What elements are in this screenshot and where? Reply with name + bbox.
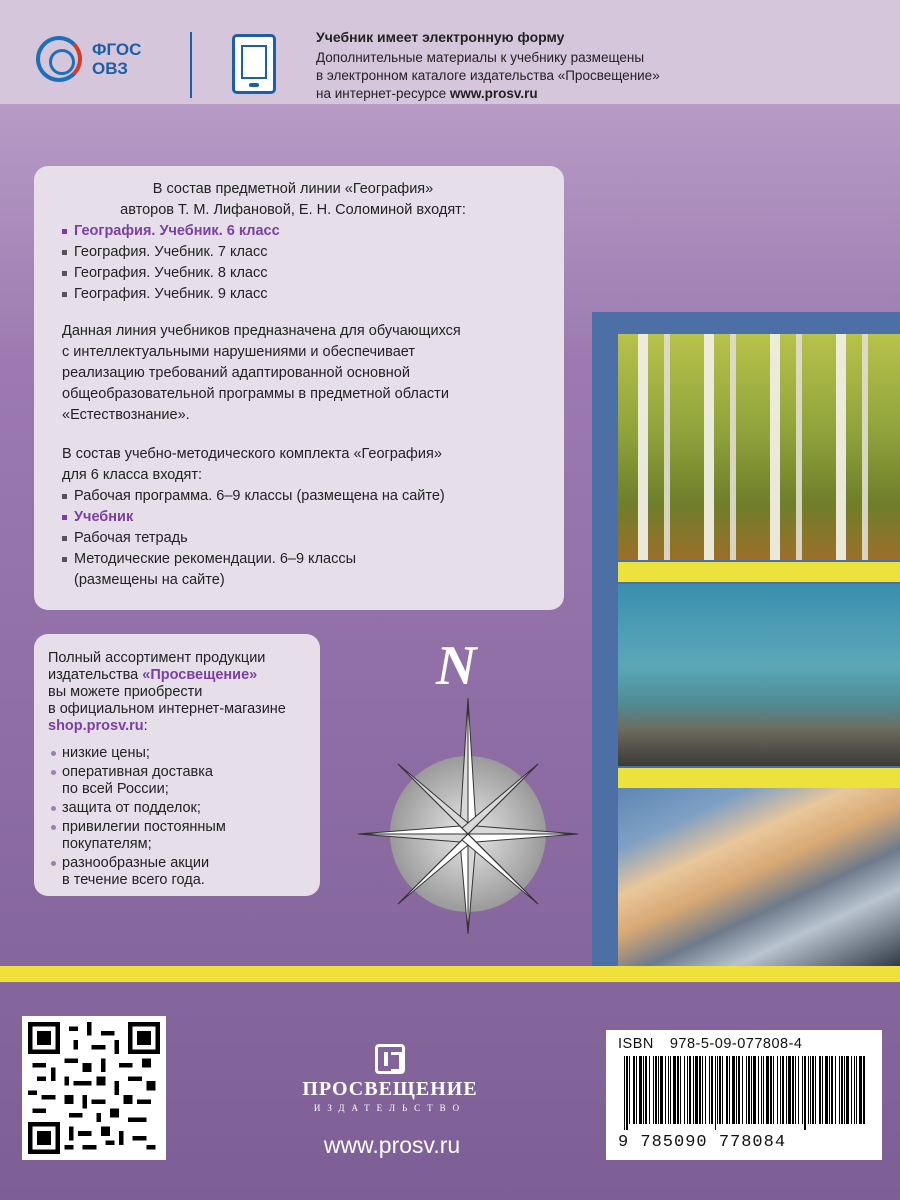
- lake-shore-photo: [618, 584, 900, 766]
- book-item-grade-8: География. Учебник. 8 класс: [62, 263, 564, 284]
- benefit-text: разнообразные акции: [62, 855, 210, 871]
- description-line: Данная линия учебников предназначена для обучающихся: [62, 323, 461, 339]
- benefit-text: привилегии постоянным: [62, 819, 226, 835]
- barcode: [618, 1056, 872, 1130]
- electronic-form-notice: [316, 28, 736, 103]
- shop-url-line: [48, 718, 320, 735]
- notice-line3: [316, 85, 736, 103]
- benefit-item: [48, 764, 320, 798]
- line-description: [62, 321, 564, 426]
- barcode-bar: [819, 1056, 821, 1124]
- isbn-line: [618, 1036, 872, 1052]
- shop-intro-text: издательства: [48, 667, 143, 683]
- barcode-bar: [839, 1056, 840, 1124]
- yellow-bottom-stripe: [0, 966, 900, 982]
- barcode-bar: [655, 1056, 657, 1124]
- barcode-bar: [810, 1056, 811, 1124]
- barcode-bar: [822, 1056, 823, 1124]
- barcode-bar: [732, 1056, 735, 1124]
- kit-item-guidelines: [62, 549, 564, 591]
- kit-item-program: Рабочая программа. 6–9 классы (размещена на сайте): [62, 486, 564, 507]
- shop-intro-line: в официальном интернет-магазине: [48, 701, 286, 717]
- barcode-bar: [795, 1056, 796, 1124]
- barcode-bar: [633, 1056, 635, 1124]
- benefit-item: [48, 855, 320, 889]
- publisher-name: «Просвещение»: [142, 667, 258, 683]
- kit-item-guidelines-cont: (размещены на сайте): [74, 572, 225, 588]
- barcode-bar: [854, 1056, 855, 1124]
- notice-line3-prefix: на интернет-ресурсе: [316, 86, 450, 101]
- barcode-bar: [788, 1056, 791, 1124]
- yellow-divider: [618, 562, 900, 582]
- tablet-icon: [232, 34, 276, 94]
- benefit-text: покупателям;: [62, 836, 152, 852]
- kit-intro-2: для 6 класса входят:: [62, 467, 203, 483]
- barcode-bar: [702, 1056, 703, 1124]
- barcode-bar: [658, 1056, 659, 1124]
- shop-intro: [48, 650, 320, 735]
- description-line: с интеллектуальными нарушениями и обеспечивает: [62, 344, 415, 360]
- barcode-bar: [665, 1056, 666, 1124]
- mountain-photo: [618, 788, 900, 966]
- barcode-bar: [649, 1056, 650, 1124]
- barcode-bar: [660, 1056, 663, 1124]
- barcode-bar: [687, 1056, 688, 1124]
- fgos-line2: ОВЗ: [92, 59, 128, 78]
- publisher-website[interactable]: www.prosv.ru: [323, 1132, 461, 1158]
- barcode-bar: [624, 1056, 625, 1130]
- barcode-bar: [748, 1056, 750, 1124]
- barcode-bar: [829, 1056, 830, 1124]
- kit-item-workbook: Рабочая тетрадь: [62, 528, 564, 549]
- publisher-logo-name: ПРОСВЕЩЕНИЕ: [302, 1078, 478, 1100]
- barcode-bar: [717, 1056, 718, 1124]
- barcode-bar: [804, 1056, 806, 1130]
- textbook-line-panel: [34, 166, 564, 610]
- kit-item-guidelines-text: Методические рекомендации. 6–9 классы: [74, 551, 357, 567]
- barcode-bar: [802, 1056, 803, 1124]
- barcode-bar: [753, 1056, 756, 1124]
- isbn-label: ISBN: [618, 1036, 654, 1052]
- description-line: «Естествознание».: [62, 407, 190, 423]
- barcode-bar: [742, 1056, 743, 1124]
- shop-intro-line: Полный ассортимент продукции: [48, 650, 266, 666]
- barcode-bar: [815, 1056, 816, 1124]
- description-line: реализацию требований адаптированной основной: [62, 365, 410, 381]
- shop-intro-line: [48, 667, 320, 684]
- compass-north-label: N: [436, 635, 477, 697]
- shop-intro-line: вы можете приобрести: [48, 684, 203, 700]
- barcode-bar: [758, 1056, 759, 1124]
- benefit-text: защита от подделок;: [62, 800, 201, 816]
- barcode-bar: [777, 1056, 778, 1124]
- barcode-bar: [693, 1056, 694, 1124]
- barcode-bar: [711, 1056, 713, 1124]
- barcode-bar: [699, 1056, 701, 1124]
- book-item-grade-6: География. Учебник. 6 класс: [62, 221, 564, 242]
- benefit-item: [48, 819, 320, 853]
- barcode-bar: [780, 1056, 781, 1124]
- prosveshchenie-emblem-icon: [375, 1044, 405, 1074]
- barcode-bar: [636, 1056, 637, 1124]
- publisher-logo-sub: ИЗДАТЕЛЬСТВО: [313, 1103, 467, 1113]
- barcode-bar: [835, 1056, 836, 1124]
- barcode-bar: [670, 1056, 671, 1124]
- barcode-bar: [751, 1056, 752, 1124]
- barcode-bar: [763, 1056, 764, 1124]
- barcode-bar: [715, 1056, 716, 1130]
- barcode-bar: [629, 1056, 630, 1124]
- line-intro: [62, 179, 564, 221]
- benefit-text: по всей России;: [62, 781, 169, 797]
- kit-intro: [62, 444, 564, 486]
- barcode-bar: [825, 1056, 828, 1124]
- barcode-bar: [856, 1056, 857, 1124]
- barcode-bar: [766, 1056, 769, 1124]
- barcode-bar: [729, 1056, 730, 1124]
- top-band: [0, 0, 900, 104]
- barcode-bar: [738, 1056, 740, 1124]
- barcode-bar: [773, 1056, 774, 1124]
- barcode-bar: [863, 1056, 865, 1124]
- description-line: общеобразовательной программы в предметной области: [62, 386, 449, 402]
- barcode-bar: [639, 1056, 642, 1124]
- divider: [190, 32, 192, 98]
- yellow-divider: [618, 768, 900, 788]
- book-item-grade-7: География. Учебник. 7 класс: [62, 242, 564, 263]
- barcode-bar: [680, 1056, 681, 1124]
- line-intro-1: В состав предметной линии «География»: [152, 181, 434, 197]
- benefit-item: [48, 800, 320, 817]
- barcode-bar: [709, 1056, 710, 1124]
- barcode-bar: [831, 1056, 833, 1124]
- barcode-bar: [684, 1056, 685, 1124]
- barcode-bar: [851, 1056, 852, 1124]
- kit-item-textbook: Учебник: [62, 507, 564, 528]
- barcode-bar: [736, 1056, 737, 1124]
- barcode-bar: [726, 1056, 728, 1124]
- barcode-bar: [808, 1056, 809, 1124]
- barcode-bar: [746, 1056, 747, 1124]
- isbn-barcode-box: [606, 1030, 882, 1160]
- notice-title: Учебник имеет электронную форму: [316, 29, 565, 45]
- barcode-bar: [844, 1056, 845, 1124]
- barcode-bar: [786, 1056, 787, 1124]
- barcode-bar: [782, 1056, 784, 1124]
- barcode-bar: [719, 1056, 721, 1124]
- fgos-emblem-icon: [36, 36, 82, 82]
- barcode-bar: [645, 1056, 647, 1124]
- compass-rose: [356, 636, 586, 936]
- barcode-bar: [770, 1056, 772, 1124]
- barcode-bar: [643, 1056, 644, 1124]
- books-list: [62, 221, 564, 305]
- website-link[interactable]: www.prosv.ru: [449, 86, 538, 101]
- fgos-label: [92, 40, 141, 78]
- notice-line1: Дополнительные материалы к учебнику размещены: [316, 50, 645, 65]
- kit-list: [62, 486, 564, 591]
- shop-link[interactable]: shop.prosv.ru: [48, 718, 144, 734]
- barcode-bar: [722, 1056, 723, 1124]
- fgos-ovz-logo: [36, 34, 166, 90]
- barcode-bar: [626, 1056, 628, 1130]
- barcode-bar: [798, 1056, 799, 1124]
- barcode-bar: [653, 1056, 654, 1124]
- benefit-text: оперативная доставка: [62, 764, 213, 780]
- barcode-bar: [689, 1056, 691, 1124]
- isbn-value: 978-5-09-077808-4: [669, 1036, 803, 1052]
- barcode-bar: [677, 1056, 679, 1124]
- publisher-logo: [290, 1044, 490, 1124]
- barcode-bar: [841, 1056, 843, 1124]
- barcode-bar: [812, 1056, 814, 1124]
- barcode-bar: [792, 1056, 794, 1124]
- barcode-bar: [859, 1056, 862, 1124]
- barcode-bar: [761, 1056, 762, 1124]
- qr-code[interactable]: [22, 1016, 166, 1160]
- shop-url-suffix: :: [143, 718, 148, 734]
- barcode-bar: [668, 1056, 669, 1124]
- kit-intro-1: В состав учебно-методического комплекта «География»: [62, 446, 442, 462]
- barcode-bar: [705, 1056, 706, 1124]
- birch-forest-photo: [618, 334, 900, 560]
- fgos-line1: ФГОС: [92, 40, 142, 59]
- notice-line2: в электронном каталоге издательства «Просвещение»: [316, 68, 660, 83]
- benefit-text: низкие цены;: [62, 745, 150, 761]
- benefit-item: [48, 745, 320, 762]
- shop-panel: [34, 634, 320, 896]
- benefit-text: в течение всего года.: [62, 872, 205, 888]
- barcode-bar: [673, 1056, 676, 1124]
- book-item-grade-9: География. Учебник. 9 класс: [62, 284, 564, 305]
- barcode-bar: [695, 1056, 698, 1124]
- barcode-bar: [846, 1056, 849, 1124]
- benefits-list: [48, 745, 320, 889]
- line-intro-2: авторов Т. М. Лифановой, Е. Н. Соломиной входят:: [120, 202, 466, 218]
- barcode-digits: 9 785090 778084: [618, 1133, 787, 1152]
